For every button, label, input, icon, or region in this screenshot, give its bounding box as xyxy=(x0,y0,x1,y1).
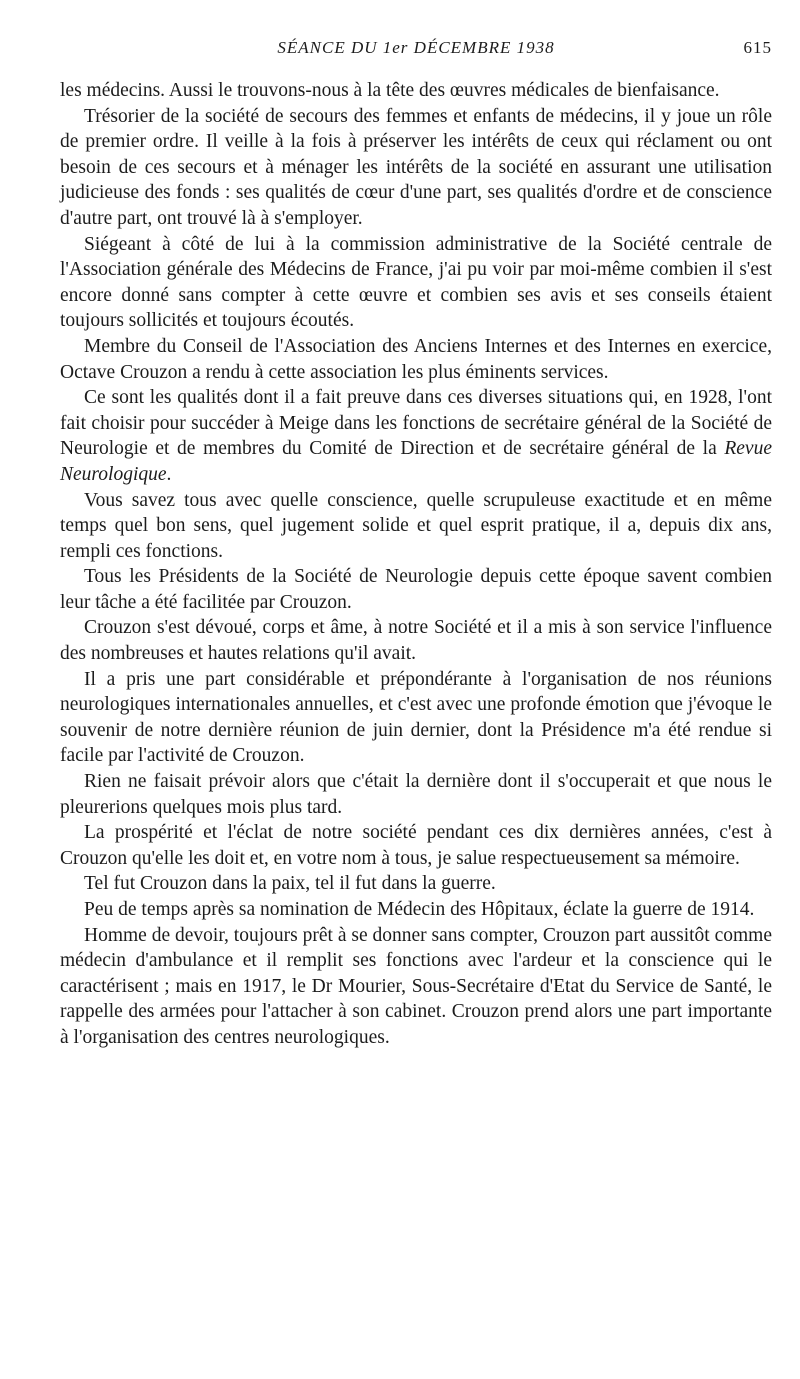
page-number: 615 xyxy=(743,38,772,57)
journal-title: Revue Neurologique xyxy=(60,438,772,485)
running-header xyxy=(60,38,772,64)
paragraph: Crouzon s'est dévoué, corps et âme, à notre Société et il a mis à son service l'influence des nombreuses et hautes relations qu'il avait. xyxy=(60,617,772,665)
paragraph: Trésorier de la société de secours des femmes et enfants de médecins, il y joue un rôle de premier ordre. Il veille à la fois à préserver les intérêts de ceux qui réclament ou ont besoin de ces secours et à ménager les intérêts de la société en assurant une utilisation judicieuse des fonds : ses qualités de cœur d'une part, ses qualités d'ordre et de conscience d'autre part, ont trouvé là à s'employer. xyxy=(60,105,772,229)
paragraph-text: Ce sont les qualités dont il a fait preuve dans ces diverses situations qui, en 1928, l'ont fait choisir pour succéder à Meige dans les fonctions de secrétaire général de la Société de Neurologie et de membres du Comité de Direction et de secrétaire général de la xyxy=(60,387,772,460)
paragraph: La prospérité et l'éclat de notre société pendant ces dix dernières années, c'est à Crouzon qu'elle les doit et, en votre nom à tous, je salue respectueusement sa mémoire. xyxy=(60,822,772,869)
paragraph: Il a pris une part considérable et prépondérante à l'organisation de nos réunions neurologiques internationales annuelles, et c'est avec une profonde émotion que j'évoque le souvenir de notre dernière réunion de juin dernier, dont la Présidence m'a été rendue si facile par l'activité de Crouzon. xyxy=(60,668,772,767)
paragraph xyxy=(60,385,772,487)
paragraph: Tel fut Crouzon dans la paix, tel il fut dans la guerre. xyxy=(84,873,496,895)
running-title: SÉANCE DU 1er DÉCEMBRE 1938 xyxy=(277,38,555,57)
paragraph: Vous savez tous avec quelle conscience, quelle scrupuleuse exactitude et en même temps quel bon sens, quel jugement solide et quel esprit pratique, il a, depuis dix ans, rempli ces fonctions. xyxy=(60,489,772,562)
paragraph: Rien ne faisait prévoir alors que c'était la dernière dont il s'occuperait et que nous le pleurerions quelques mois plus tard. xyxy=(60,771,772,818)
paragraph: Membre du Conseil de l'Association des Anciens Internes et des Internes en exercice, Octave Crouzon a rendu à cette association les plus éminents services. xyxy=(60,335,772,383)
paragraph: Tous les Présidents de la Société de Neurologie depuis cette époque savent combien leur tâche a été facilitée par Crouzon. xyxy=(60,566,772,613)
document-page xyxy=(60,38,772,1051)
paragraph: les médecins. Aussi le trouvons-nous à la tête des œuvres médicales de bienfaisance. xyxy=(60,80,720,101)
paragraph: Siégeant à côté de lui à la commission administrative de la Société centrale de l'Association générale des Médecins de France, j'ai pu voir par moi-même combien il s'est encore donné sans compter à cette œuvre et combien ses avis et ses conseils étaient toujours sollicités et toujours écoutés. xyxy=(60,233,772,332)
body-text xyxy=(60,78,772,1051)
paragraph: Peu de temps après sa nomination de Médecin des Hôpitaux, éclate la guerre de 1914. xyxy=(84,899,755,920)
paragraph-text: . xyxy=(166,463,172,485)
paragraph: Homme de devoir, toujours prêt à se donner sans compter, Crouzon part aussitôt comme médecin d'ambulance et il remplit ses fonctions avec l'ardeur et la conscience qui le caractérisent ; mais en 1917, le Dr Mourier, Sous-Secrétaire d'Etat du Service de Santé, le rappelle des armées pour l'attacher à son cabinet. Crouzon prend alors une part importante à l'organisation des centres neurologiques. xyxy=(60,924,772,1048)
